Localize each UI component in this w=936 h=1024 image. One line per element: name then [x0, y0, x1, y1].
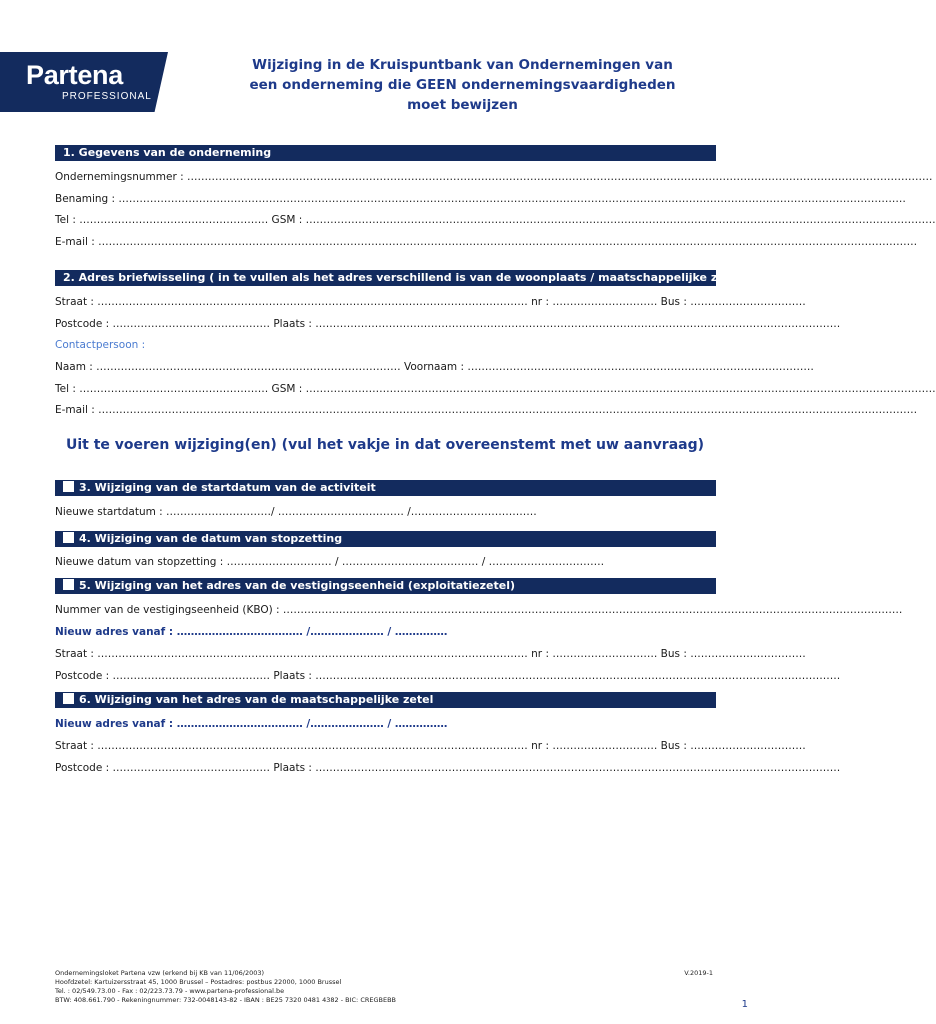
section-3-checkbox[interactable]: [63, 481, 74, 492]
contact-person-label: Contactpersoon :: [55, 339, 146, 351]
contact-name-field[interactable]: Naam : …………………………………………………………………………… Voornaam : ………………………………………………………………………………………: [55, 361, 814, 373]
new-start-date-field[interactable]: Nieuwe startdatum : …………………………/ ……………………………… /………………………………: [55, 506, 537, 518]
registered-office-street-field[interactable]: Straat : …………………………………………………………………………………………………………… nr : ………………………… Bus : ……………………………: [55, 740, 806, 752]
section-2-header: 2. Adres briefwisseling ( in te vullen als het adres verschillend is van de woonplaats / maatschappelijke zetel): [55, 270, 716, 286]
registered-office-postcode-field[interactable]: Postcode : ……………………………………… Plaats : ……………………………………………………………………………………………………………………………………: [55, 762, 841, 774]
section-6-title: 6. Wijziging van het adres van de maatschappelijke zetel: [79, 693, 434, 706]
section-6-checkbox[interactable]: [63, 693, 74, 704]
version-label: V.2019-1: [684, 969, 713, 977]
company-name-field[interactable]: Benaming : ………………………………………………………………………………………………………………………………………………………………………………………………………: [55, 193, 906, 205]
footer-line-4: BTW: 408.661.790 - Rekeningnummer: 732-0048143-82 - IBAN : BE25 7320 0481 4382 - BIC: CREGBEBB: [55, 996, 396, 1004]
logo-subtitle: PROFESSIONAL: [62, 91, 152, 102]
section-4-title: 4. Wijziging van de datum van stopzetting: [79, 532, 343, 545]
section-6-header: [55, 692, 716, 708]
street-field[interactable]: Straat : …………………………………………………………………………………………………………… nr : ………………………… Bus : ……………………………: [55, 296, 806, 308]
establishment-number-field[interactable]: Nummer van de vestigingseenheid (KBO) : ……………………………………………………………………………………………………………………………………………………………: [55, 604, 903, 616]
footer-line-3: Tel. : 02/549.73.00 - Fax : 02/223.73.79 - www.partena-professional.be: [55, 987, 285, 995]
section-4-checkbox[interactable]: [63, 532, 74, 543]
title-line-3: moet bewijzen: [407, 97, 518, 113]
new-address-date-field[interactable]: Nieuw adres vanaf : ……………………………… /………………… / ……………: [55, 626, 448, 638]
footer-line-1: Ondernemingsloket Partena vzw (erkend bij KB van 11/06/2003): [55, 969, 265, 977]
section-4-header: [55, 531, 716, 547]
email-field[interactable]: E-mail : ………………………………………………………………………………………………………………………………………………………………………………………………………………: [55, 236, 918, 248]
contact-phone-field[interactable]: Tel : ……………………………………………… GSM : ………………………………………………………………………………………………………………………………………………………………: [55, 383, 936, 395]
document-title: [230, 55, 695, 115]
section-5-header: [55, 578, 716, 594]
changes-heading: Uit te voeren wijziging(en) (vul het vakje in dat overeenstemt met uw aanvraag): [65, 437, 705, 453]
footer-line-2: Hoofdzetel: Kartuizersstraat 45, 1000 Brussel – Postadres: postbus 22000, 1000 Brussel: [55, 978, 342, 986]
title-line-1: Wijziging in de Kruispuntbank van Ondernemingen van: [252, 57, 673, 73]
new-stop-date-field[interactable]: Nieuwe datum van stopzetting : ………………………… / ………………………………… / ……………………………: [55, 556, 605, 568]
section-3-title: 3. Wijziging van de startdatum van de activiteit: [79, 481, 376, 494]
company-number-field[interactable]: Ondernemingsnummer : ……………………………………………………………………………………………………………………………………………………………………………………………: [55, 171, 933, 183]
title-line-2: een onderneming die GEEN ondernemingsvaardigheden: [249, 77, 676, 93]
section-5-title: 5. Wijziging van het adres van de vestigingseenheid (exploitatiezetel): [79, 579, 516, 592]
registered-office-date-field[interactable]: Nieuw adres vanaf : ……………………………… /………………… / ……………: [55, 718, 448, 730]
page-number: 1: [741, 999, 748, 1010]
section-5-checkbox[interactable]: [63, 579, 74, 590]
section-3-header: [55, 480, 716, 496]
establishment-postcode-field[interactable]: Postcode : ……………………………………… Plaats : ……………………………………………………………………………………………………………………………………: [55, 670, 841, 682]
section-1-header: 1. Gegevens van de onderneming: [55, 145, 716, 161]
establishment-street-field[interactable]: Straat : …………………………………………………………………………………………………………… nr : ………………………… Bus : ……………………………: [55, 648, 806, 660]
footer: [55, 969, 396, 1005]
contact-email-field[interactable]: E-mail : ………………………………………………………………………………………………………………………………………………………………………………………………………………: [55, 404, 918, 416]
logo-name: Partena: [26, 60, 123, 90]
phone-field[interactable]: Tel : ……………………………………………… GSM : ………………………………………………………………………………………………………………………………………………………………: [55, 214, 936, 226]
postcode-field[interactable]: Postcode : ……………………………………… Plaats : ……………………………………………………………………………………………………………………………………: [55, 318, 841, 330]
